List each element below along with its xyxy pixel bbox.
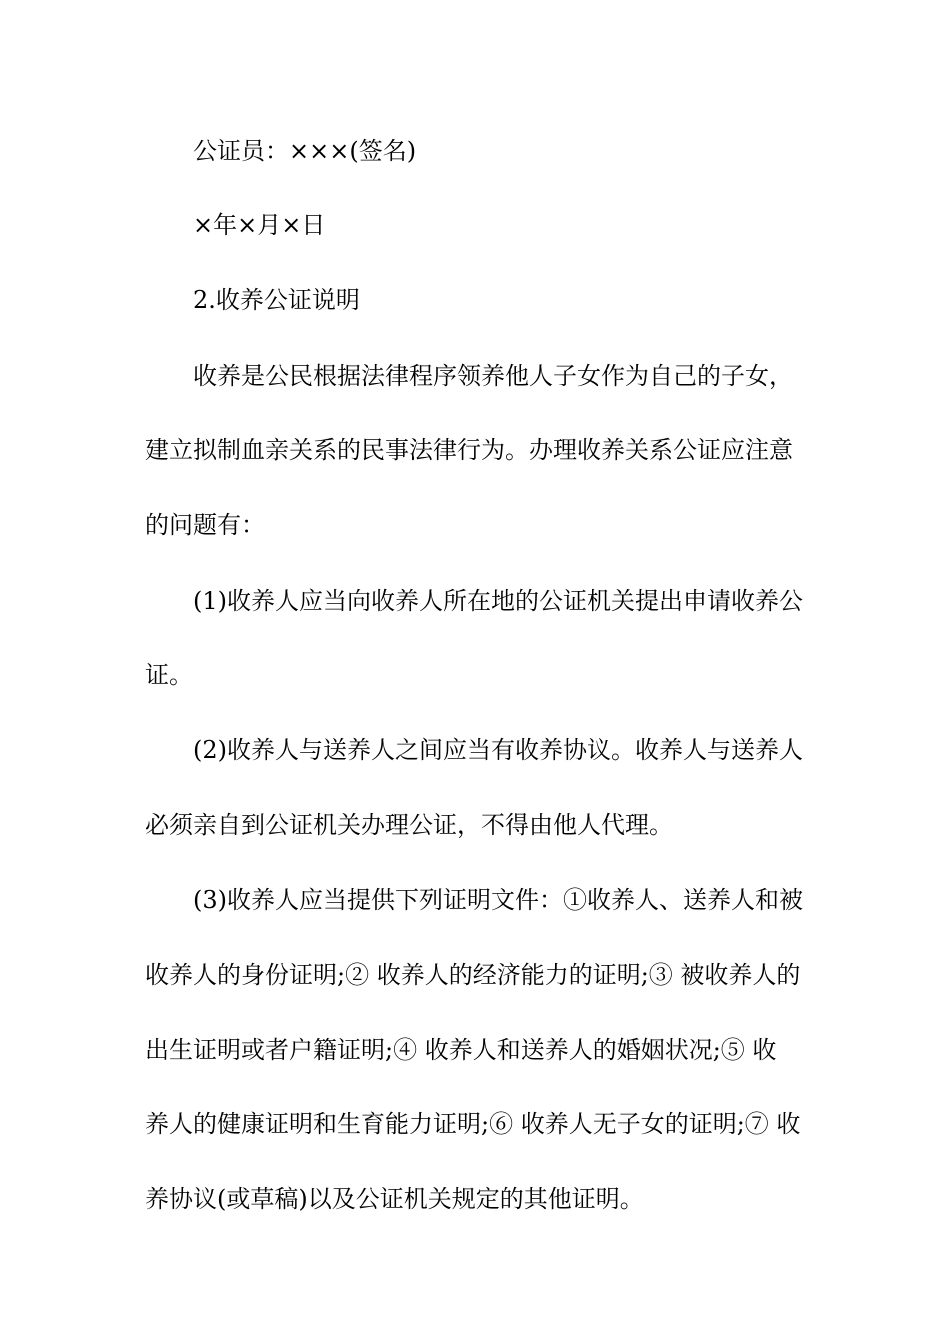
list-item-line: (3)收养人应当提供下列证明文件：①收养人、送养人和被 — [193, 886, 803, 914]
list-item-line: 证。 — [145, 661, 193, 689]
list-item-line: 养人的健康证明和生育能力证明;⑥ 收养人无子女的证明;⑦ 收 — [145, 1110, 801, 1138]
paragraph-line: 建立拟制血亲关系的民事法律行为。办理收养关系公证应注意 — [145, 436, 793, 464]
paragraph-line: 收养是公民根据法律程序领养他人子女作为自己的子女， — [193, 362, 793, 390]
list-item-line: (2)收养人与送养人之间应当有收养协议。收养人与送养人 — [193, 736, 803, 764]
list-item-line: 必须亲自到公证机关办理公证，不得由他人代理。 — [145, 811, 673, 839]
paragraph-line: 的问题有： — [145, 511, 265, 539]
list-item-line: (1)收养人应当向收养人所在地的公证机关提出申请收养公 — [193, 587, 803, 615]
section-heading: 2.收养公证说明 — [193, 286, 360, 314]
list-item-line: 出生证明或者户籍证明;④ 收养人和送养人的婚姻状况;⑤ 收 — [145, 1036, 777, 1064]
date-line: ×年×月×日 — [193, 211, 326, 239]
list-item-line: 养协议(或草稿)以及公证机关规定的其他证明。 — [145, 1185, 644, 1213]
list-item-line: 收养人的身份证明;② 收养人的经济能力的证明;③ 被收养人的 — [145, 961, 801, 989]
notary-signature-line: 公证员：×××(签名) — [193, 137, 417, 165]
